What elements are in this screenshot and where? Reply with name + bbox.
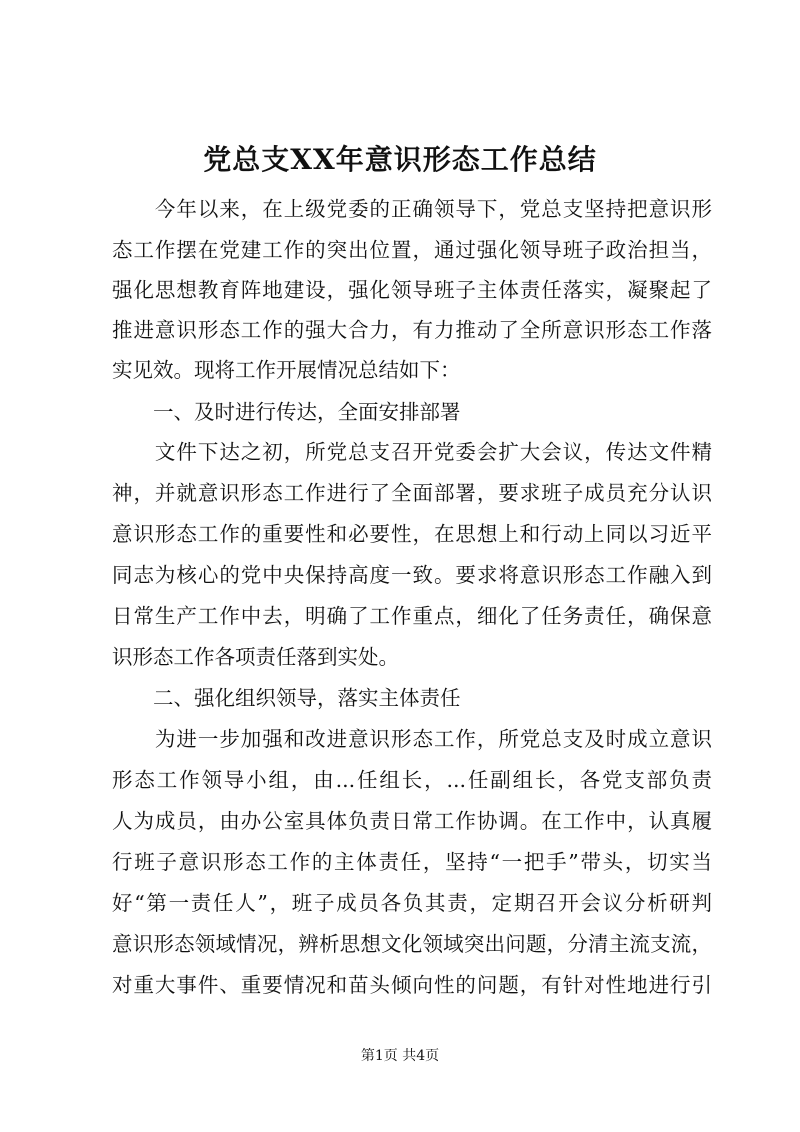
text-line-1: 今年以来，在上级党委的正确领导下，党总支坚持把意识形: [112, 197, 712, 221]
text-line-14: 为进一步加强和改进意识形态工作，所党总支及时成立意识: [112, 727, 712, 751]
text-line-5: 实见效。现将工作开展情况总结如下：: [112, 358, 461, 382]
text-line-2: 态工作摆在党建工作的突出位置，通过强化领导班子政治担当，: [112, 238, 712, 262]
text-line-16: 人为成员，由办公室具体负责日常工作协调。在工作中，认真履: [112, 809, 712, 833]
section-heading-2: 二、强化组织领导，落实主体责任: [112, 686, 461, 710]
text-line-17: 行班子意识形态工作的主体责任，坚持“一把手”带头，切实当: [112, 850, 712, 874]
text-line-10: 同志为核心的党中央保持高度一致。要求将意识形态工作融入到: [112, 563, 712, 587]
text-line-15: 形态工作领导小组，由...任组长，...任副组长，各党支部负责: [112, 768, 712, 792]
text-line-4: 推进意识形态工作的强大合力，有力推动了全所意识形态工作落: [112, 318, 712, 342]
page-number-footer: 第1页 共4页: [360, 1048, 440, 1064]
text-line-20: 对重大事件、重要情况和苗头倾向性的问题，有针对性地进行引: [112, 973, 712, 997]
text-line-9: 意识形态工作的重要性和必要性，在思想上和行动上同以习近平: [112, 522, 712, 546]
text-line-3: 强化思想教育阵地建设，强化领导班子主体责任落实，凝聚起了: [112, 278, 712, 302]
section-heading-1: 一、及时进行传达，全面安排部署: [112, 400, 461, 424]
text-line-11: 日常生产工作中去，明确了工作重点，细化了任务责任，确保意: [112, 604, 712, 628]
text-line-7: 文件下达之初，所党总支召开党委会扩大会议，传达文件精: [112, 440, 712, 464]
document-title: 党总支XX年意识形态工作总结: [203, 143, 597, 176]
text-line-12: 识形态工作各项责任落到实处。: [112, 645, 399, 669]
text-line-18: 好“第一责任人”，班子成员各负其责，定期召开会议分析研判: [112, 891, 712, 915]
text-line-8: 神，并就意识形态工作进行了全面部署，要求班子成员充分认识: [112, 481, 712, 505]
text-line-19: 意识形态领域情况，辨析思想文化领域突出问题，分清主流支流，: [112, 932, 712, 956]
